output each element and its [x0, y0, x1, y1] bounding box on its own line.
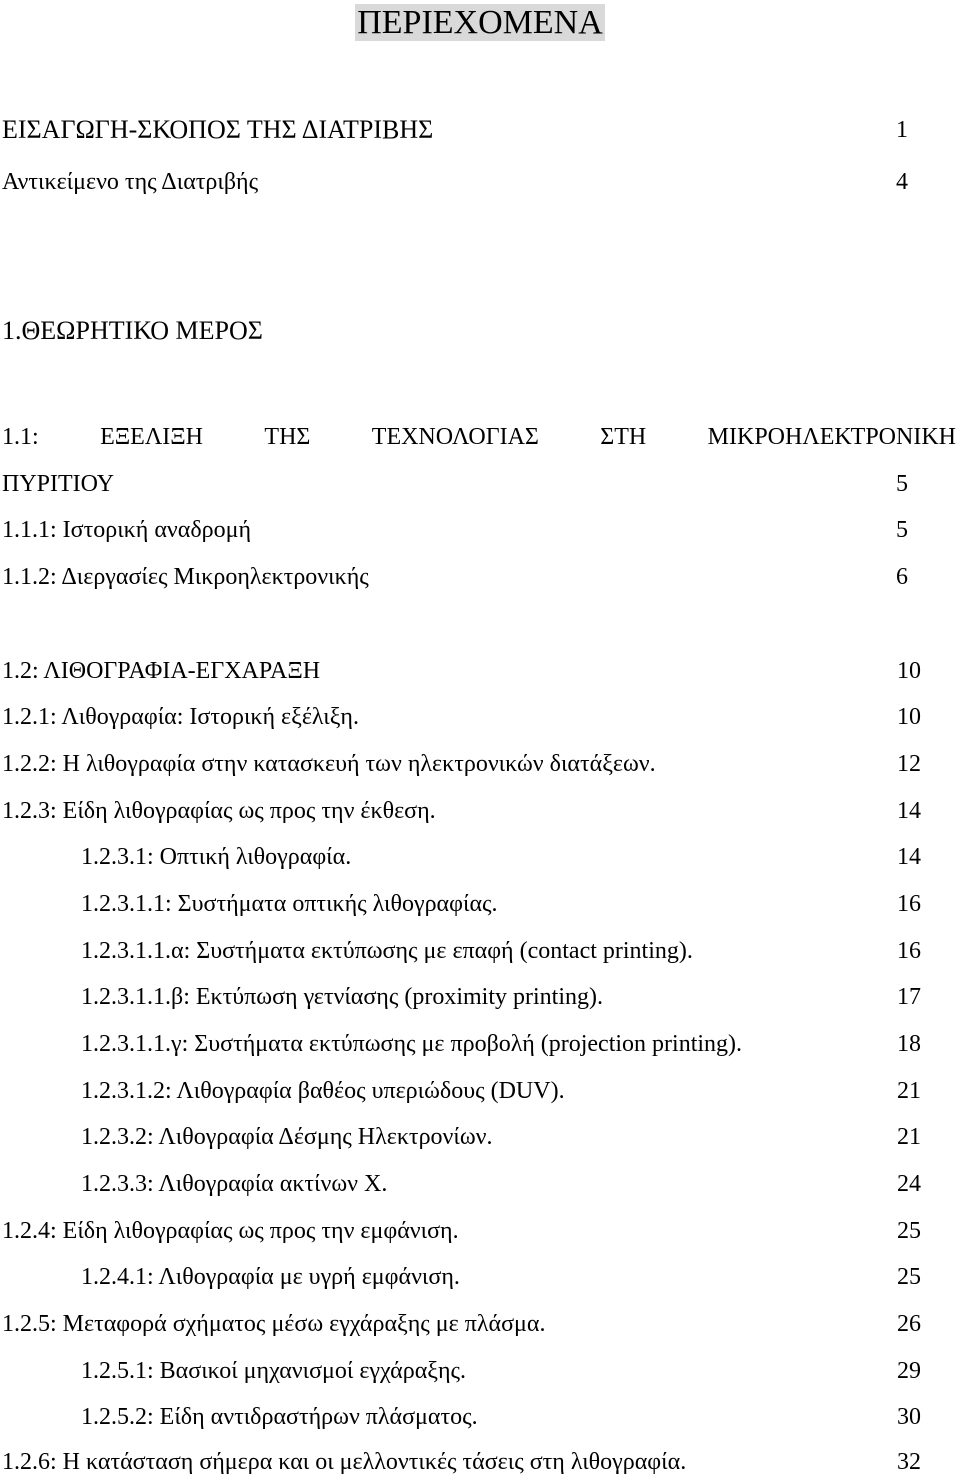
toc-part-heading[interactable] [0, 314, 960, 348]
toc-entry[interactable] [0, 747, 960, 781]
toc-section-1-1[interactable] [0, 420, 960, 454]
toc-entry-page: 16 [897, 891, 921, 917]
toc-entry-page: 29 [897, 1358, 921, 1384]
toc-word: ΤΗΣ [264, 424, 311, 450]
toc-entry-page: 25 [897, 1264, 921, 1290]
toc-entry[interactable] [0, 794, 960, 828]
toc-entry-label: 1.2.5.2: Είδη αντιδραστήρων πλάσματος. [81, 1404, 478, 1430]
toc-entry-objective[interactable] [0, 165, 960, 199]
toc-entry-label: 1.2.3.1.1.α: Συστήματα εκτύπωσης με επαφή (contact printing). [81, 938, 693, 964]
toc-entry-label: 1.2.2: Η λιθογραφία στην κατασκευή των ηλεκτρονικών διατάξεων. [2, 751, 656, 777]
page-title-text: ΠΕΡΙΕΧΟΜΕΝΑ [357, 4, 603, 41]
toc-entry-label: 1.1.1: Ιστορική αναδρομή [2, 517, 252, 543]
toc-entry-label: 1.2.5: Μεταφορά σχήματος μέσω εγχάραξης με πλάσμα. [2, 1311, 546, 1337]
toc-entry-page: 32 [897, 1449, 921, 1475]
toc-entry[interactable] [0, 1307, 960, 1341]
toc-entry-intro[interactable] [0, 113, 960, 147]
toc-entry-page: 10 [897, 704, 921, 730]
toc-entry[interactable] [0, 700, 960, 734]
toc-entry-page: 4 [896, 169, 908, 195]
toc-entry[interactable] [0, 840, 960, 874]
toc-entry-page: 25 [897, 1218, 921, 1244]
toc-entry-label: 1.2.6: Η κατάσταση σήμερα και οι μελλοντικές τάσεις στη λιθογραφία. [2, 1449, 687, 1475]
toc-entry-page: 6 [896, 564, 908, 590]
page-title [0, 2, 960, 44]
toc-entry[interactable] [0, 1445, 960, 1479]
toc-entry-label: 1.1.2: Διεργασίες Μικροηλεκτρονικής [2, 564, 369, 590]
toc-entry[interactable] [0, 513, 960, 547]
toc-entry-label: ΠΥΡΙΤΙΟΥ [2, 471, 115, 497]
toc-entry-label: 1.2.3: Είδη λιθογραφίας ως προς την έκθεση. [2, 798, 436, 824]
toc-section-1-1-words [2, 420, 956, 454]
toc-entry-label: 1.2.4.1: Λιθογραφία με υγρή εμφάνιση. [81, 1264, 460, 1290]
toc-entry[interactable] [0, 887, 960, 921]
toc-word: ΜΙΚΡΟΗΛΕΚΤΡΟΝΙΚΗ [707, 424, 956, 450]
toc-entry[interactable] [0, 1074, 960, 1108]
toc-entry-page: 14 [897, 844, 921, 870]
toc-entry-page: 26 [897, 1311, 921, 1337]
toc-entry-label: 1.2: ΛΙΘΟΓΡΑΦΙΑ-ΕΓΧΑΡΑΞΗ [2, 658, 321, 684]
toc-entry-label: Αντικείμενο της Διατριβής [2, 169, 259, 195]
toc-word: 1.1: [2, 424, 39, 450]
toc-entry-page: 12 [897, 751, 921, 777]
toc-entry-label: 1.2.3.3: Λιθογραφία ακτίνων Χ. [81, 1171, 388, 1197]
toc-entry-page: 14 [897, 798, 921, 824]
toc-entry[interactable] [0, 654, 960, 688]
toc-entry[interactable] [0, 980, 960, 1014]
toc-entry-page: 18 [897, 1031, 921, 1057]
toc-entry-label: 1.2.3.1.1: Συστήματα οπτικής λιθογραφίας. [81, 891, 498, 917]
toc-entry-page: 1 [896, 117, 908, 143]
toc-entry[interactable] [0, 1027, 960, 1061]
toc-entry-label: 1.2.3.1.1.β: Εκτύπωση γετνίασης (proximity printing). [81, 984, 603, 1010]
toc-entry-label: 1.2.3.1.1.γ: Συστήματα εκτύπωσης με προβολή (projection printing). [81, 1031, 743, 1057]
toc-entry-page: 30 [897, 1404, 921, 1430]
toc-entry[interactable] [0, 1214, 960, 1248]
toc-entry-page: 5 [896, 517, 908, 543]
toc-entry[interactable] [0, 1120, 960, 1154]
toc-entry[interactable] [0, 1260, 960, 1294]
toc-entry-page: 10 [897, 658, 921, 684]
toc-entry-label: 1.2.3.1: Οπτική λιθογραφία. [81, 844, 352, 870]
toc-entry-page: 16 [897, 938, 921, 964]
toc-entry-page: 21 [897, 1124, 921, 1150]
toc-entry[interactable] [0, 1354, 960, 1388]
toc-entry-label: 1.2.4: Είδη λιθογραφίας ως προς την εμφάνιση. [2, 1218, 459, 1244]
toc-word: ΤΕΧΝΟΛΟΓΙΑΣ [371, 424, 539, 450]
toc-entry[interactable] [0, 560, 960, 594]
toc-entry[interactable] [0, 1167, 960, 1201]
toc-entry-page: 17 [897, 984, 921, 1010]
toc-entry-page: 21 [897, 1078, 921, 1104]
toc-word: ΣΤΗ [600, 424, 647, 450]
toc-part-label: 1.ΘΕΩΡΗΤΙΚΟ ΜΕΡΟΣ [2, 316, 263, 345]
toc-entry-label: 1.2.5.1: Βασικοί μηχανισμοί εγχάραξης. [81, 1358, 467, 1384]
toc-entry-label: 1.2.3.2: Λιθογραφία Δέσμης Ηλεκτρονίων. [81, 1124, 493, 1150]
toc-entry-page: 24 [897, 1171, 921, 1197]
toc-entry[interactable] [0, 934, 960, 968]
toc-entry-label: 1.2.1: Λιθογραφία: Ιστορική εξέλιξη. [2, 704, 359, 730]
toc-entry-label: 1.2.3.1.2: Λιθογραφία βαθέος υπεριώδους (DUV). [81, 1078, 565, 1104]
toc-word: ΕΞΕΛΙΞΗ [100, 424, 203, 450]
toc-section-1-1-cont[interactable] [0, 467, 960, 501]
toc-entry-label: ΕΙΣΑΓΩΓΗ-ΣΚΟΠΟΣ ΤΗΣ ΔΙΑΤΡΙΒΗΣ [2, 115, 434, 144]
toc-entry-page: 5 [896, 471, 908, 497]
toc-entry[interactable] [0, 1400, 960, 1434]
